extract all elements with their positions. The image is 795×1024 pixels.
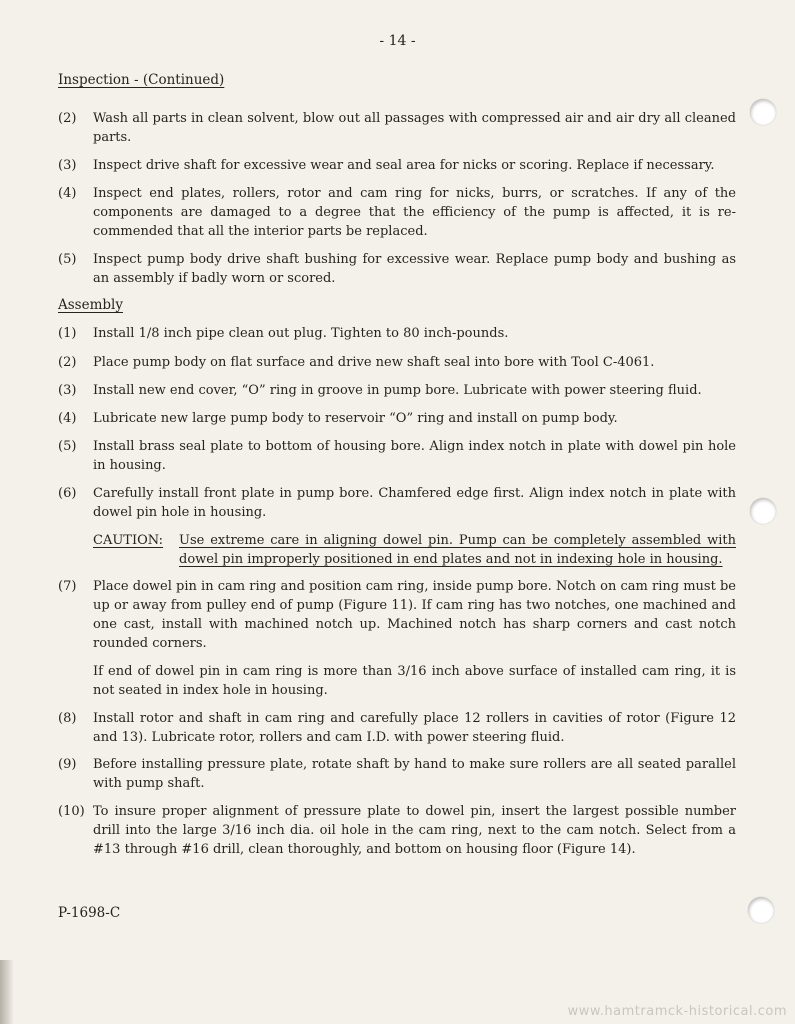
item-text: Wash all parts in clean solvent, blow out all passages with compressed air and air dry all cleaned parts. [93,111,736,145]
item-number: (1) [58,326,77,341]
assembly-item-3 [58,381,736,400]
item-number: (9) [58,757,77,772]
item-number: (4) [58,186,77,201]
item-text: Carefully install front plate in pump bore. Chamfered edge first. Align index notch in plate with dowel pin hole in housing. [93,486,736,520]
item-number: (8) [58,711,77,726]
item-number: (2) [58,355,77,370]
item-number: (3) [58,158,77,173]
item-text: To insure proper alignment of pressure plate to dowel pin, insert the largest possible number drill into the large 3/16 inch dia. oil hole in the cam ring, next to the cam notch. Select from a #13 through #16 drill, clean thoroughly, and bottom on housing floor (Figure 14). [93,804,736,857]
binder-hole [750,498,776,524]
item-text: Install brass seal plate to bottom of housing bore. Align index notch in plate with dowel pin hole in housing. [93,439,736,473]
binder-hole [748,897,774,923]
assembly-item-5 [58,437,736,475]
item-number: (7) [58,579,77,594]
caution-text: Use extreme care in aligning dowel pin. Pump can be completely assembled with dowel pin improperly positioned in end plates and not in indexing hole in housing. [179,533,736,567]
assembly-item-9 [58,755,736,793]
item-text: Install 1/8 inch pipe clean out plug. Tighten to 80 inch-pounds. [93,326,509,341]
item-number: (6) [58,486,77,501]
assembly-item-1 [58,324,736,343]
assembly-item-8 [58,709,736,747]
document-code: P-1698-C [58,905,121,921]
assembly-item-10 [58,802,736,859]
inspection-item-5 [58,250,736,288]
caution-label: CAUTION: [93,533,164,548]
item-text: Inspect pump body drive shaft bushing for excessive wear. Replace pump body and bushing as an assembly if badly worn or scored. [93,252,736,286]
assembly-item-6 [58,484,736,522]
item-number: (2) [58,111,77,126]
item-text: Install new end cover, “O” ring in groove in pump bore. Lubricate with power steering fluid. [93,383,702,398]
inspection-heading: Inspection - (Continued) [58,72,225,88]
assembly-item-2 [58,353,736,372]
item-number: (3) [58,383,77,398]
item-number: (4) [58,411,77,426]
assembly-item-4 [58,409,736,428]
inspection-item-3 [58,156,736,175]
watermark: www.hamtramck-historical.com [567,1004,787,1019]
item-text: Lubricate new large pump body to reservoir “O” ring and install on pump body. [93,411,618,426]
item-number: (5) [58,439,77,454]
inspection-item-2 [58,109,736,147]
item-text: Place pump body on flat surface and drive new shaft seal into bore with Tool C-4061. [93,355,655,370]
item-text: Place dowel pin in cam ring and position cam ring, inside pump bore. Notch on cam ring must be up or away from pulley end of pump (Figure 11). If cam ring has two notches, one machined and one cast, install with machined notch up. Machined notch has sharp corners and cast notch rounded corners. [93,579,736,651]
item-text: Install rotor and shaft in cam ring and carefully place 12 rollers in cavities of rotor (Figure 12 and 13). Lubricate rotor, rollers and cam I.D. with power steering fluid. [93,711,736,745]
item-number: (10) [58,804,85,819]
item-number: (5) [58,252,77,267]
item-text: Inspect drive shaft for excessive wear and seal area for nicks or scoring. Replace if necessary. [93,158,715,173]
page-number: - 14 - [379,33,416,49]
dowel-pin-note: If end of dowel pin in cam ring is more than 3/16 inch above surface of installed cam ring, it is not seated in index hole in housing. [93,664,736,698]
item-text: Before installing pressure plate, rotate shaft by hand to make sure rollers are all seated parallel with pump shaft. [93,757,736,791]
inspection-item-4 [58,184,736,241]
item-text: Inspect end plates, rollers, rotor and cam ring for nicks, burrs, or scratches. If any of the components are damaged to a degree that the efficiency of the pump is affected, it is re-commended that all the interior parts be replaced. [93,186,736,239]
assembly-item-7 [58,577,736,653]
page-edge-shadow [0,960,14,1024]
assembly-heading: Assembly [58,297,123,313]
binder-hole [750,99,776,125]
